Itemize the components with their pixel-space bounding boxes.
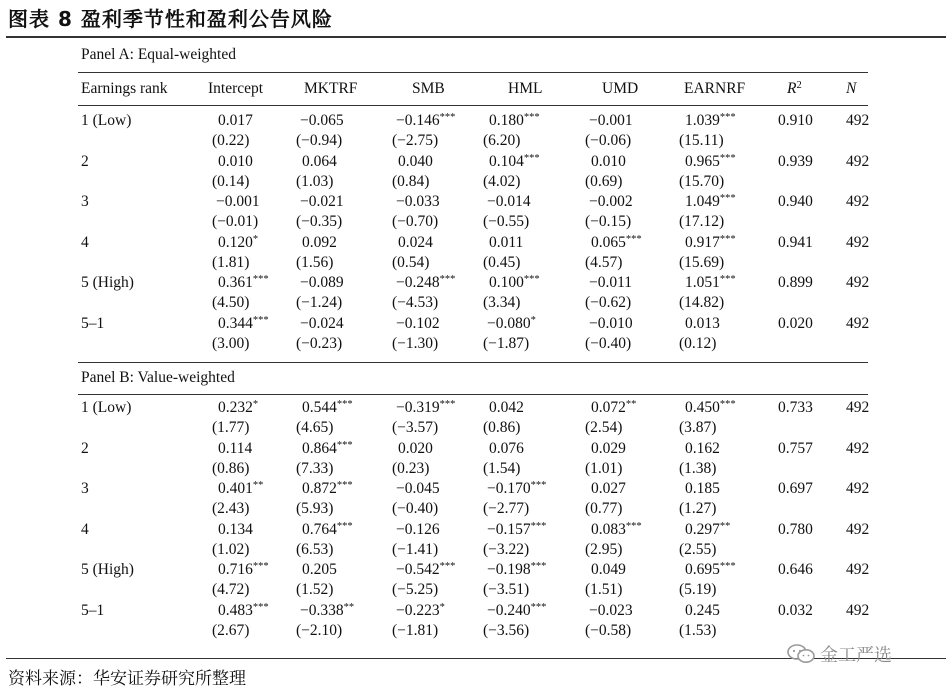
panel-b-coef-cell: −0.240*** [487,602,547,619]
panel-b-coef-cell: −0.338** [300,602,355,619]
panel-a-coef-cell: 1.039*** [685,112,736,129]
panel-a-n-cell: 492 [846,315,870,332]
panel-a-coef-cell: −0.080* [487,315,536,332]
panel-b-tstat-cell: (−1.81) [392,622,439,639]
column-header-r2: $R^2$ [787,80,802,97]
significance-stars: * [252,399,259,410]
column-header-intercept: Intercept [208,80,264,97]
significance-stars: *** [625,233,642,245]
panel-b-tstat-cell: (5.19) [679,581,717,599]
panel-a-tstat-cell: (0.69) [585,172,623,190]
panel-b-tstat-cell: (−3.51) [483,581,530,599]
panel-a-row-label: 2 [81,152,89,170]
panel-a-coef-cell: 1.049*** [685,193,736,211]
watermark-text: 金工严选 [820,645,892,666]
panel-a-tstat-cell: (−0.35) [296,213,343,231]
panel-a-coef-cell: 0.361*** [218,274,269,292]
panel-b-coef-cell: −0.542*** [396,561,456,579]
panel-b-n-cell: 492 [846,399,870,416]
panel-b-tstat-cell: (−0.40) [392,500,439,518]
header-top-rule [78,72,868,73]
panel-b-title: Panel B: Value-weighted [81,369,235,386]
panel-b-tstat-cell: (0.77) [585,500,623,518]
panel-b-tstat-cell: (1.53) [679,622,717,639]
significance-stars: ** [343,602,355,613]
panel-b-tstat-cell: (1.77) [212,419,250,436]
panel-a-coef-cell: 0.965*** [685,152,736,170]
panel-b-row-label: 1 (Low) [81,399,132,416]
significance-stars: *** [439,274,456,286]
watermark [786,641,892,667]
significance-stars: *** [523,274,540,286]
panel-b-coef-cell: 0.134 [218,520,253,538]
panel-a-coef-cell: −0.248*** [396,274,456,292]
panel-b-tstat-cell: (2.55) [679,540,717,558]
panel-b-coef-cell: 0.083*** [591,520,642,538]
significance-stars: *** [530,520,547,532]
panel-a-coef-cell: 0.040 [398,152,433,170]
panel-b-coef-cell: 0.483*** [218,602,269,619]
panel-b-n-cell: 492 [846,520,870,538]
panel-a-tstat-cell: (14.82) [679,294,725,312]
panel-a-tstat-cell: (1.81) [212,253,250,271]
panel-b-r2-cell: 0.697 [778,480,813,498]
panel-a-coef-cell: 0.011 [489,233,524,251]
panel-b-tstat-cell: (−2.77) [483,500,530,518]
panel-a-title: Panel A: Equal-weighted [81,46,236,63]
significance-stars: *** [439,399,456,410]
significance-stars: *** [252,602,269,613]
panel-b-tstat-cell: (6.53) [296,540,334,558]
panel-a-coef-cell: 0.010 [591,152,626,170]
column-header-umd: UMD [602,80,639,97]
panel-b-tstat-cell: (−5.25) [392,581,439,599]
panel-b-tstat-cell: (1.51) [585,581,623,599]
panel-a-r2-cell: 0.020 [778,315,813,332]
panel-b-tstat-cell: (3.87) [679,419,717,436]
panel-a-tstat-cell: (0.84) [392,172,430,190]
panel-a-tstat-cell: (4.57) [585,253,623,271]
significance-stars: *** [336,480,353,492]
panel-a-tstat-cell: (−0.01) [212,213,259,231]
panel-a-tstat-cell: (−0.23) [296,335,343,352]
panel-b-tstat-cell: (1.38) [679,459,717,477]
significance-stars: *** [530,561,547,573]
panel-b-coef-cell: −0.023 [589,602,633,619]
wechat-icon [786,643,816,665]
panel-a-coef-cell: 1.051*** [685,274,736,292]
panel-a-coef-cell: −0.024 [300,315,344,332]
panel-b-coef-cell: 0.401** [218,480,264,498]
column-header-earnings-rank: Earnings rank [81,80,168,97]
panel-b-coef-cell: −0.319*** [396,399,456,416]
significance-stars: ** [719,520,731,532]
panel-b-row-label: 5–1 [81,602,105,619]
panel-a-row-label: 1 (Low) [81,112,132,129]
panel-a-coef-cell: 0.064 [302,152,337,170]
significance-stars: *** [252,561,269,573]
panel-b-coef-cell: 0.185 [685,480,720,498]
panel-a-coef-cell: −0.001 [589,112,633,129]
panel-b-coef-cell: 0.864*** [302,439,353,457]
panel-a-coef-cell: −0.021 [300,193,344,211]
panel-a-coef-cell: 0.024 [398,233,433,251]
panel-a-tstat-cell: (−1.87) [483,335,530,352]
significance-stars: *** [719,561,736,573]
panel-b-r2-cell: 0.733 [778,399,813,416]
panel-a-tstat-cell: (−0.15) [585,213,632,231]
significance-stars: ** [252,480,264,492]
panel-b-coef-cell: 0.232* [218,399,259,416]
panel-a-tstat-cell: (−0.62) [585,294,632,312]
panel-b-coef-cell: 0.162 [685,439,720,457]
panel-b-tstat-cell: (−3.22) [483,540,530,558]
panel-a-coef-cell: 0.344*** [218,315,269,332]
panel-b-tstat-cell: (−0.58) [585,622,632,639]
panel-a-coef-cell: 0.180*** [489,112,540,129]
panel-a-coef-cell: 0.092 [302,233,337,251]
panel-b-tstat-cell: (2.95) [585,540,623,558]
panel-a-coef-cell: −0.033 [396,193,440,211]
panel-a-coef-cell: 0.065*** [591,233,642,251]
column-header-smb: SMB [412,80,445,97]
panel-a-coef-cell: 0.917*** [685,233,736,251]
panel-a-n-cell: 492 [846,112,870,129]
panel-a-coef-cell: −0.001 [216,193,260,211]
panel-a-coef-cell: −0.146*** [396,112,456,129]
panel-a-r2-cell: 0.941 [778,233,813,251]
panel-b-coef-cell: 0.205 [302,561,337,579]
significance-stars: ** [625,399,637,410]
panel-b-rule [78,394,868,395]
panel-b-coef-cell: −0.170*** [487,480,547,498]
panel-b-coef-cell: 0.029 [591,439,626,457]
panel-a-r2-cell: 0.939 [778,152,813,170]
panel-b-coef-cell: 0.072** [591,399,637,416]
panel-a-tstat-cell: (0.54) [392,253,430,271]
panel-a-coef-cell: −0.002 [589,193,633,211]
significance-stars: *** [719,193,736,205]
panel-b-coef-cell: −0.126 [396,520,440,538]
panel-b-tstat-cell: (1.01) [585,459,623,477]
panel-a-tstat-cell: (6.20) [483,132,521,149]
panel-b-coef-cell: 0.872*** [302,480,353,498]
panel-a-n-cell: 492 [846,274,870,292]
panel-b-tstat-cell: (7.33) [296,459,334,477]
panel-b-coef-cell: 0.695*** [685,561,736,579]
panel-b-coef-cell: 0.076 [489,439,524,457]
significance-stars: *** [523,152,540,164]
panel-b-coef-cell: −0.157*** [487,520,547,538]
significance-stars: * [530,315,536,326]
panel-a-tstat-cell: (4.02) [483,172,521,190]
figure-title: 图表 8 盈利季节性和盈利公告风险 [8,7,333,31]
panel-a-tstat-cell: (0.45) [483,253,521,271]
significance-stars: *** [336,439,353,451]
significance-stars: *** [719,152,736,164]
top-rule [6,36,946,38]
panel-b-row-label: 4 [81,520,89,538]
panel-b-coef-cell: 0.450*** [685,399,736,416]
significance-stars: *** [625,520,642,532]
panel-b-coef-cell: 0.245 [685,602,720,619]
panel-b-tstat-cell: (5.93) [296,500,334,518]
panel-a-coef-cell: 0.104*** [489,152,540,170]
significance-stars: *** [439,561,456,573]
panel-b-coef-cell: 0.297** [685,520,731,538]
panel-b-tstat-cell: (1.27) [679,500,717,518]
panel-b-coef-cell: −0.045 [396,480,440,498]
panel-a-row-label: 3 [81,193,89,211]
panel-a-row-label: 4 [81,233,89,251]
panel-a-tstat-cell: (−4.53) [392,294,439,312]
panel-a-n-cell: 492 [846,193,870,211]
panel-a-tstat-cell: (−1.30) [392,335,439,352]
panel-b-coef-cell: −0.198*** [487,561,547,579]
panel-a-n-cell: 492 [846,233,870,251]
panel-a-n-cell: 492 [846,152,870,170]
panel-b-coef-cell: 0.544*** [302,399,353,416]
panel-a-tstat-cell: (15.70) [679,172,725,190]
panel-b-coef-cell: 0.049 [591,561,626,579]
panel-b-n-cell: 492 [846,602,870,619]
panel-a-tstat-cell: (0.12) [679,335,717,352]
significance-stars: *** [336,399,353,410]
panel-a-tstat-cell: (0.14) [212,172,250,190]
panel-b-coef-cell: 0.716*** [218,561,269,579]
significance-stars: *** [719,399,736,410]
panel-b-tstat-cell: (−3.56) [483,622,530,639]
panel-a-tstat-cell: (15.69) [679,253,725,271]
panel-a-row-label: 5–1 [81,315,105,332]
significance-stars: *** [439,112,456,123]
panel-a-r2-cell: 0.899 [778,274,813,292]
panel-b-tstat-cell: (0.86) [483,419,521,436]
significance-stars: * [439,602,445,613]
panel-b-coef-cell: 0.764*** [302,520,353,538]
panel-a-tstat-cell: (3.34) [483,294,521,312]
panel-a-tstat-cell: (−1.24) [296,294,343,312]
panel-b-row-label: 5 (High) [81,561,134,579]
panel-b-tstat-cell: (2.67) [212,622,250,639]
panel-b-tstat-cell: (2.43) [212,500,250,518]
panel-b-tstat-cell: (1.02) [212,540,250,558]
panel-b-coef-cell: 0.027 [591,480,626,498]
panel-b-n-cell: 492 [846,439,870,457]
panel-a-r2-cell: 0.940 [778,193,813,211]
r2-superscript: 2 [796,80,802,91]
panel-b-n-cell: 492 [846,480,870,498]
panel-b-tstat-cell: (−3.57) [392,419,439,436]
significance-stars: *** [252,315,269,326]
column-header-mktrf: MKTRF [304,80,358,97]
panel-b-tstat-cell: (1.52) [296,581,334,599]
panel-a-coef-cell: −0.102 [396,315,440,332]
panel-b-tstat-cell: (−1.41) [392,540,439,558]
panel-a-coef-cell: −0.065 [300,112,344,129]
panel-a-coef-cell: −0.011 [589,274,633,292]
panel-a-tstat-cell: (3.00) [212,335,250,352]
panel-a-tstat-cell: (1.03) [296,172,334,190]
panel-a-tstat-cell: (−0.40) [585,335,632,352]
panel-b-coef-cell: 0.042 [489,399,524,416]
significance-stars: *** [336,520,353,532]
panel-b-row-label: 2 [81,439,89,457]
panel-a-coef-cell: −0.010 [589,315,633,332]
column-header-earnrf: EARNRF [684,80,746,97]
panel-b-r2-cell: 0.032 [778,602,813,619]
panel-a-tstat-cell: (−0.94) [296,132,343,149]
panel-a-coef-cell: 0.100*** [489,274,540,292]
panel-b-coef-cell: 0.114 [218,439,253,457]
panel-a-tstat-cell: (−0.06) [585,132,632,149]
panel-a-tstat-cell: (−0.55) [483,213,530,231]
panel-a-coef-cell: 0.120* [218,233,259,251]
panel-b-coef-cell: 0.020 [398,439,433,457]
column-header-n: N [846,80,857,97]
panel-b-row-label: 3 [81,480,89,498]
panel-b-r2-cell: 0.646 [778,561,813,579]
panel-b-tstat-cell: (−2.10) [296,622,343,639]
significance-stars: *** [523,112,540,123]
panel-separator-rule [78,362,868,363]
panel-a-tstat-cell: (15.11) [679,132,724,149]
panel-b-tstat-cell: (1.54) [483,459,521,477]
panel-a-tstat-cell: (1.56) [296,253,334,271]
panel-a-tstat-cell: (0.22) [212,132,250,149]
significance-stars: *** [530,602,547,613]
panel-a-coef-cell: 0.013 [685,315,720,332]
header-bottom-rule [78,105,868,106]
column-header-hml: HML [508,80,543,97]
panel-a-coef-cell: 0.017 [218,112,253,129]
panel-b-n-cell: 492 [846,561,870,579]
panel-b-tstat-cell: (2.54) [585,419,623,436]
panel-b-r2-cell: 0.780 [778,520,813,538]
panel-b-tstat-cell: (4.72) [212,581,250,599]
panel-a-coef-cell: −0.089 [300,274,344,292]
panel-b-tstat-cell: (0.23) [392,459,430,477]
significance-stars: *** [530,480,547,492]
panel-b-tstat-cell: (4.65) [296,419,334,436]
panel-a-row-label: 5 (High) [81,274,134,292]
panel-a-tstat-cell: (4.50) [212,294,250,312]
panel-b-tstat-cell: (0.86) [212,459,250,477]
significance-stars: *** [719,274,736,286]
panel-a-coef-cell: −0.014 [487,193,531,211]
panel-a-coef-cell: 0.010 [218,152,253,170]
significance-stars: *** [719,233,736,245]
significance-stars: *** [719,112,736,123]
panel-a-tstat-cell: (17.12) [679,213,725,231]
panel-a-tstat-cell: (−2.75) [392,132,439,149]
significance-stars: * [252,233,259,245]
panel-b-r2-cell: 0.757 [778,439,813,457]
source-note: 资料来源：华安证券研究所整理 [8,669,246,689]
significance-stars: *** [252,274,269,286]
panel-a-r2-cell: 0.910 [778,112,813,129]
panel-a-tstat-cell: (−0.70) [392,213,439,231]
panel-b-coef-cell: −0.223* [396,602,445,619]
